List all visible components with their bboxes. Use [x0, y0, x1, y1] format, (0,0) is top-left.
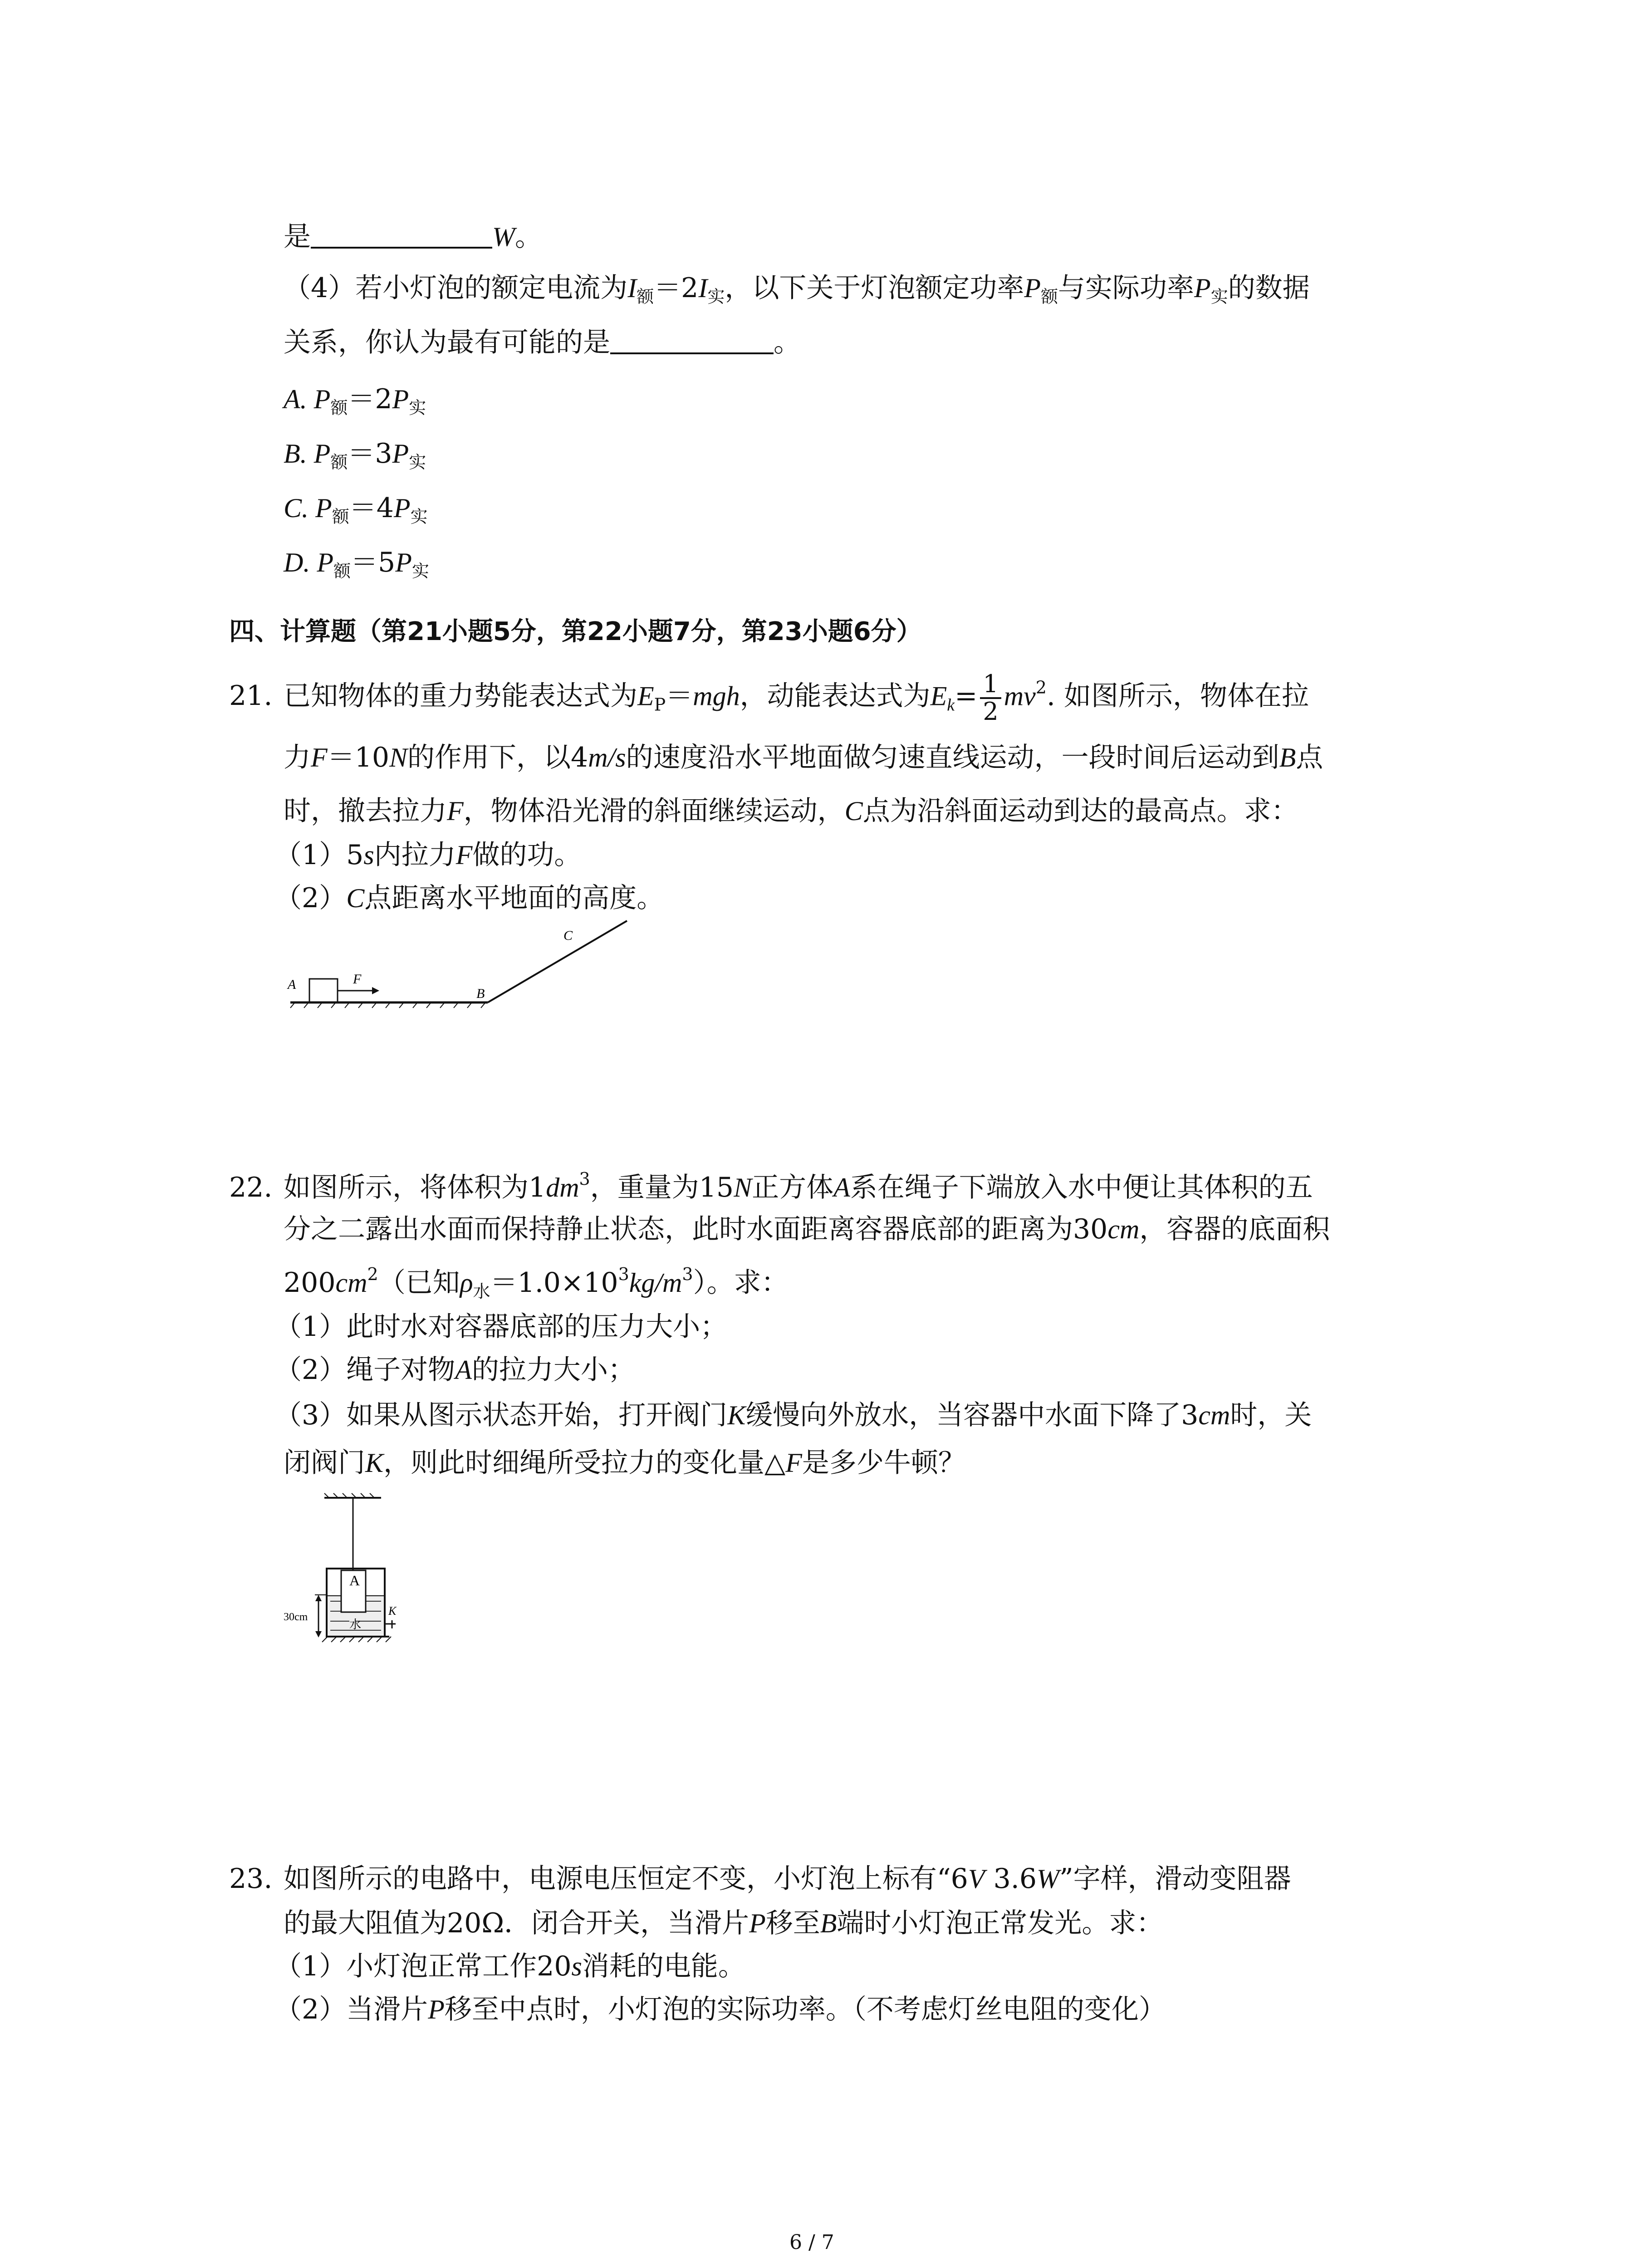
q22-part3-cont: 闭阀门K，则此时细绳所受拉力的变化量△F是多少牛顿？ [284, 1447, 965, 1479]
page-number: 6 / 7 [789, 2231, 834, 2254]
q22-part1: （1）此时水对容器底部的压力大小； [274, 1311, 728, 1343]
question-number: 22. [229, 1172, 273, 1203]
q23-part2: （2）当滑片P移至中点时，小灯泡的实际功率。（不考虑灯丝电阻的变化） [274, 1994, 1166, 2025]
fig-label-c: C [563, 928, 573, 943]
answer-blank [311, 247, 492, 249]
q21-line2: 力F＝10N的作用下，以4m/s的速度沿水平地面做匀速直线运动，一段时间后运动到B点 [284, 742, 1323, 773]
option-c: C. $P_额=4P_实$ [284, 492, 428, 527]
section-heading: 四、计算题（第21小题5分，第22小题7分，第23小题6分） [229, 617, 922, 646]
answer-blank [610, 352, 774, 354]
option-a: A. $P_额=2P_实$ [284, 383, 426, 418]
fraction-half: $\frac{1}{2}$ [980, 671, 1001, 724]
question-number: 21. [229, 680, 273, 712]
option-b: B. $P_额=3P_实$ [284, 438, 426, 472]
force-arrow-icon [372, 987, 379, 994]
q21-line3: 时，撤去拉力F，物体沿光滑的斜面继续运动，C点为沿斜面运动到达的最高点。求： [284, 795, 1298, 827]
q20-blank-line: 是 W。 [284, 221, 542, 253]
q22-line2: 分之二露出水面而保持静止状态，此时水面距离容器底部的距离为30cm，容器的底面积 [284, 1213, 1330, 1245]
question-number: 23. [229, 1863, 273, 1895]
fig-label-k: K [388, 1604, 397, 1618]
q21-line1: 21. 已知物体的重力势能表达式为$E_P=mgh$，动能表达式为$E_k=$ $\frac{1}{2}$ $mv^2$. 如图所示，物体在拉 [229, 670, 1309, 726]
q22-line3: $200cm^2$（已知$\rho_水=1.0\times 10^3kg/m^3$）。求： [284, 1264, 789, 1301]
q21-incline-figure [281, 916, 644, 1016]
fig-label-b: B [476, 986, 485, 1001]
option-d: D. $P_额=5P_实$ [284, 547, 429, 581]
q21-part1: （1）5s内拉力F做的功。 [274, 839, 582, 871]
q22-part2: （2）绳子对物A的拉力大小； [274, 1354, 635, 1386]
q20-part4-line2: 关系，你认为最有可能的是 。 [284, 327, 801, 358]
block-a [309, 979, 338, 1002]
q23-line1: 23. 如图所示的电路中，电源电压恒定不变，小灯泡上标有“6V 3.6W”字样，滑动变阻器 [229, 1863, 1291, 1895]
q20-part4-line1: （4）若小灯泡的额定电流为$I_额=2I_实$，以下关于灯泡额定功率$P_额$与实际功率$P_实$的数据 [284, 272, 1310, 307]
q22-container-figure [277, 1492, 440, 1656]
q22-line1: 22. 如图所示，将体积为$1dm^3$，重量为15N正方体A系在绳子下端放入水中便让其体积的五 [229, 1169, 1313, 1203]
fig-label-a: A [349, 1572, 360, 1589]
fig-label-water: 水 [349, 1618, 362, 1631]
q21-part2: （2）C点距离水平地面的高度。 [274, 882, 664, 914]
q22-part3: （3）如果从图示状态开始，打开阀门K缓慢向外放水，当容器中水面下降了3cm时，关 [274, 1399, 1312, 1431]
fig-label-a: A [288, 977, 296, 992]
q23-line2: 的最大阻值为20Ω．闭合开关，当滑片P移至B端时小灯泡正常发光。求： [284, 1907, 1164, 1939]
fig-label-f: F [353, 972, 362, 987]
q23-part1: （1）小灯泡正常工作20s消耗的电能。 [274, 1950, 745, 1982]
fig-label-depth: 30cm [284, 1611, 308, 1623]
